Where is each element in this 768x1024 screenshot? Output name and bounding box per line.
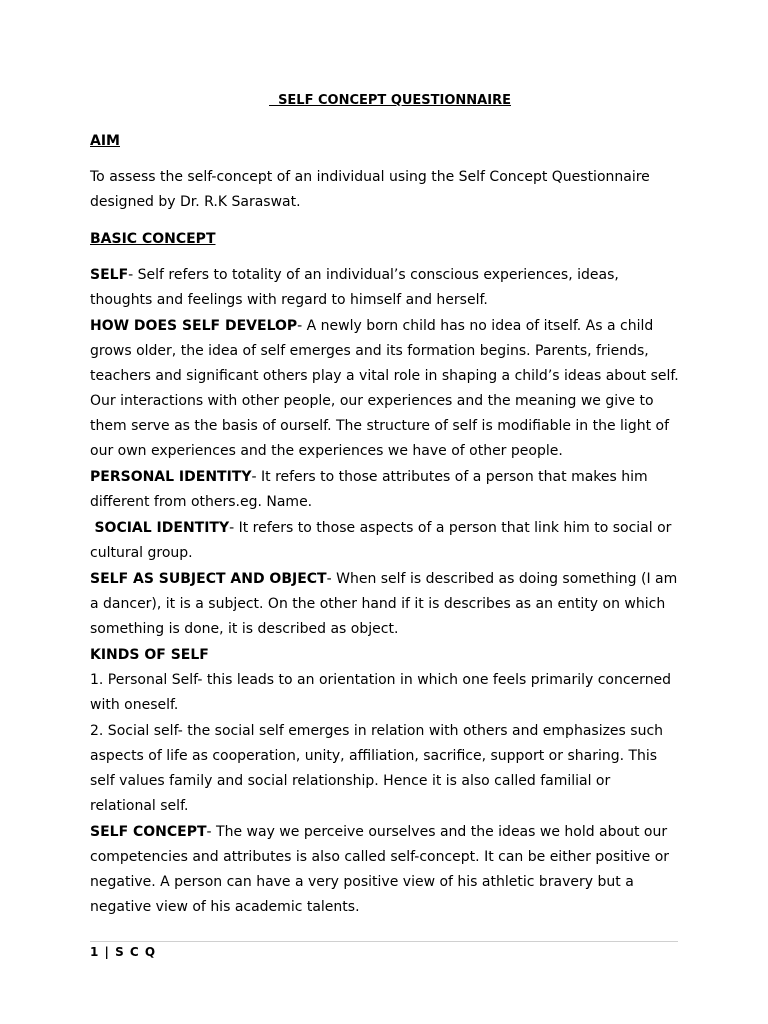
self-development-paragraph bbox=[90, 314, 680, 464]
document-body bbox=[90, 91, 680, 921]
list-item-social-self: 2. Social self- the social self emerges in relation with others and emphasizes such aspects of life as cooperation, unity, affiliation, sacrifice, support or sharing. This self values family and social relationship. Hence it is also called familial or relational self. bbox=[90, 723, 664, 814]
self-subject-object-term: SELF AS SUBJECT AND OBJECT bbox=[90, 571, 327, 587]
self-text: - Self refers to totality of an individual’s conscious experiences, ideas, thoughts and feelings with regard to himself and herself. bbox=[90, 267, 619, 308]
self-development-term: HOW DOES SELF DEVELOP bbox=[90, 318, 298, 334]
list-item-personal-self: 1. Personal Self- this leads to an orientation in which one feels primarily concerned with oneself. bbox=[90, 672, 672, 713]
social-identity-term: SOCIAL IDENTITY bbox=[94, 520, 230, 536]
self-subject-object-text: - When self is described as doing something (I am a dancer), it is a subject. On the other hand if it is describes as an entity on which something is done, it is described as object. bbox=[90, 571, 678, 637]
self-concept-text: - The way we perceive ourselves and the ideas we hold about our competencies and attributes is also called self-concept. It can be either positive or negative. A person can have a very positive view of his athletic bravery but a negative view of his academic talents. bbox=[90, 824, 670, 915]
basic-concept-heading: BASIC CONCEPT bbox=[90, 231, 216, 247]
self-term: SELF bbox=[90, 267, 129, 283]
document-title: SELF CONCEPT QUESTIONNAIRE bbox=[269, 93, 511, 108]
aim-text: To assess the self-concept of an individual using the Self Concept Questionnaire designed by Dr. R.K Saraswat. bbox=[90, 169, 650, 210]
social-identity-paragraph bbox=[90, 516, 680, 566]
page-footer: 1 | S C Q bbox=[90, 945, 157, 959]
personal-identity-paragraph bbox=[90, 465, 680, 515]
personal-identity-text: - It refers to those attributes of a person that makes him different from others.eg. Name. bbox=[90, 469, 648, 510]
self-development-text: - A newly born child has no idea of itself. As a child grows older, the idea of self emerges and its formation begins. Parents, friends, teachers and significant others play a vital role in shaping a child’s ideas about self. Our interactions with other people, our experiences and the meaning we give to them serve as the basis of ourself. The structure of self is modifiable in the light of our own experiences and the experiences we have of other people. bbox=[90, 318, 679, 459]
personal-identity-term: PERSONAL IDENTITY bbox=[90, 469, 252, 485]
self-subject-object-paragraph bbox=[90, 567, 680, 642]
aim-heading: AIM bbox=[90, 133, 120, 149]
footer-divider bbox=[90, 941, 678, 942]
kinds-of-self-heading: KINDS OF SELF bbox=[90, 647, 209, 663]
social-identity-text: - It refers to those aspects of a person that link him to social or cultural group. bbox=[90, 520, 672, 561]
self-definition bbox=[90, 263, 680, 313]
self-concept-term: SELF CONCEPT bbox=[90, 824, 207, 840]
self-concept-paragraph bbox=[90, 820, 680, 920]
